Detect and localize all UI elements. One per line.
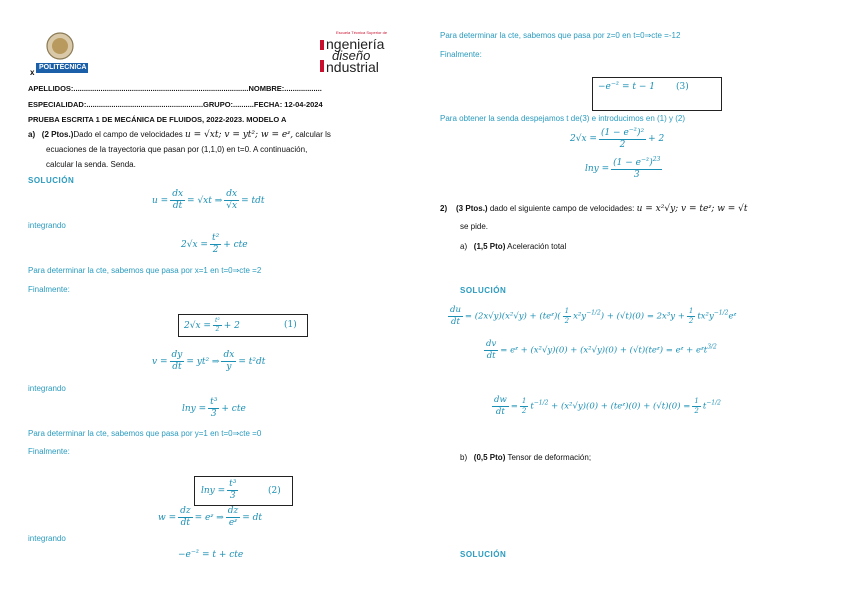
q1-statement-line1 [28, 130, 331, 140]
q1-text1b: calcular ls [295, 130, 331, 139]
eq-senda-x: 2√x = $\frac{(1 - e^{-z})^2}{2}$ + 2 [570, 126, 665, 150]
q2-a-points: (1,5 Pto) [473, 242, 506, 251]
eq-v-dy: v = $\frac{dy}{dt}$ = yt² ⇒ $\frac{dx}{y}$ = t²dt [152, 350, 266, 372]
q2-a-text: Aceleración total [507, 242, 567, 251]
q1-points: (2 Ptos.) [41, 130, 74, 139]
upm-logo [32, 30, 88, 76]
q1-text1: Dado el campo de velocidades [73, 130, 183, 139]
integrando-1: integrando [28, 221, 66, 230]
eq3: $-e^{-z} = t - 1$ [598, 80, 655, 92]
q2-b-points: (0,5 Pto) [473, 453, 506, 462]
q1-statement-line3: calcular la senda. Senda. [46, 160, 136, 169]
q2-text: dado el siguiente campo de velocidades: [489, 204, 635, 213]
especialidad-line: ESPECIALIDAD:........................................................GRUPO:..........FECHA: 12-04-2024 [28, 100, 323, 109]
cte-x-text: Para determinar la cte, sabemos que pasa por x=1 en t=0⇒cte =2 [28, 266, 262, 275]
eq1-tag: (1) [284, 320, 297, 330]
eq3-tag: (3) [676, 82, 689, 92]
eq-int-x: 2√x = $\frac{\text{t²}}{2}$ + cte [181, 233, 248, 255]
q1-label: a) [28, 130, 36, 139]
cte-y-text: Para determinar la cte, sabemos que pasa por y=1 en t=0⇒cte =0 [28, 429, 262, 438]
q2-label: 2) [440, 204, 448, 213]
eq1: 2√x = $\frac{\text{t²}}{2}$ + 2 [184, 317, 240, 333]
q2-b-label: b) [460, 453, 468, 462]
eq-dv: $\frac{dv}{dt}$ = eᶻ + (x²√y)(0) + (x²√y)(0) + (√t)(teᶻ) = eᶻ + eᶻt$^{3/2}$ [486, 339, 717, 361]
eq-senda-y: lny = $\frac{(1 - e^{-z})^{23}}{3}$ [585, 156, 661, 180]
eq2-tag: (2) [268, 486, 281, 496]
eq-int-y: lny = $\frac{\text{t³}}{3}$ + cte [182, 397, 246, 419]
eq2: lny = $\frac{\text{t³}}{3}$ [201, 479, 237, 501]
integrando-3: integrando [28, 534, 66, 543]
q2-b-text: Tensor de deformación; [507, 453, 592, 462]
q2-points: (3 Ptos.) [456, 204, 488, 213]
q2-statement [440, 204, 748, 214]
apellidos-line: APELLIDOS:....................................................................................NOMBRE:.................. [28, 84, 322, 93]
q1-statement-line2: ecuaciones de la trayectoria que pasan por (1,1,0) en t=0. A continuación, [46, 145, 308, 154]
q2-se-pide: se pide. [460, 222, 489, 231]
q1-solucion: SOLUCIÓN [28, 176, 75, 185]
q2-solucion-2: SOLUCIÓN [460, 550, 507, 559]
senda-text: Para obtener la senda despejamos t de(3) e introducimos en (1) y (2) [440, 114, 686, 123]
q2-a-label: a) [460, 242, 468, 251]
school-line-small: Escuela Técnica Superior de [336, 30, 388, 35]
finalmente-1: Finalmente: [28, 285, 70, 294]
eq-dw: $\frac{dw}{dt}$ = $\frac{1}{2}$ $t^{-1/2} + (x^2√y)(0)$ + (teᶻ)(0) + (√t)(0) = $\frac{1}{2}$ $t^{-1/2}$ [494, 395, 721, 417]
eq-du: $\frac{du}{dt}$ = (2x√y)(x²√y) + (teᶻ)( $\frac{1}{2}$ $x^2y^{-1/2}) + (√t)(0) = 2x^3y$ + $\frac{1}{2}$ $tx^2y^{-1/2}eᶻ$ [450, 305, 737, 327]
q2-a [460, 242, 566, 251]
integrando-2: integrando [28, 384, 66, 393]
q2-solucion-1: SOLUCIÓN [460, 286, 507, 295]
q2-field: u = x²√y; v = teᶻ; w = √t [636, 204, 748, 214]
q1-field: u = √xt; v = yt²; w = eᶻ, [185, 130, 294, 140]
finalmente-3: Finalmente: [440, 50, 482, 59]
cte-z-text: Para determinar la cte, sabemos que pasa por z=0 en t=0⇒cte =-12 [440, 31, 681, 40]
finalmente-2: Finalmente: [28, 447, 70, 456]
eq-w-dz: w = $\frac{dz}{dt}$ = eᶻ ⇒ $\frac{dz}{\text{eᶻ}}$ = dt [158, 506, 263, 528]
upm-label: POLITÉCNICA [39, 64, 87, 71]
school-word-2: diseño [332, 48, 371, 63]
eq-int-z: $-e^{-z} = t$ + cte [178, 548, 244, 560]
school-logo [306, 30, 396, 74]
x-mark: x [30, 68, 35, 77]
exam-title: PRUEBA ESCRITA 1 DE MECÁNICA DE FLUIDOS, 2022-2023. MODELO A [28, 115, 287, 124]
school-word-3: ndustrial [326, 59, 379, 75]
eq-u-dx: u = $\frac{dx}{dt}$ = √xt ⇒ $\frac{dx}{√x}$ = tdt [152, 189, 265, 211]
q2-b [460, 453, 591, 462]
school-word-1: ngeniería [326, 36, 385, 52]
